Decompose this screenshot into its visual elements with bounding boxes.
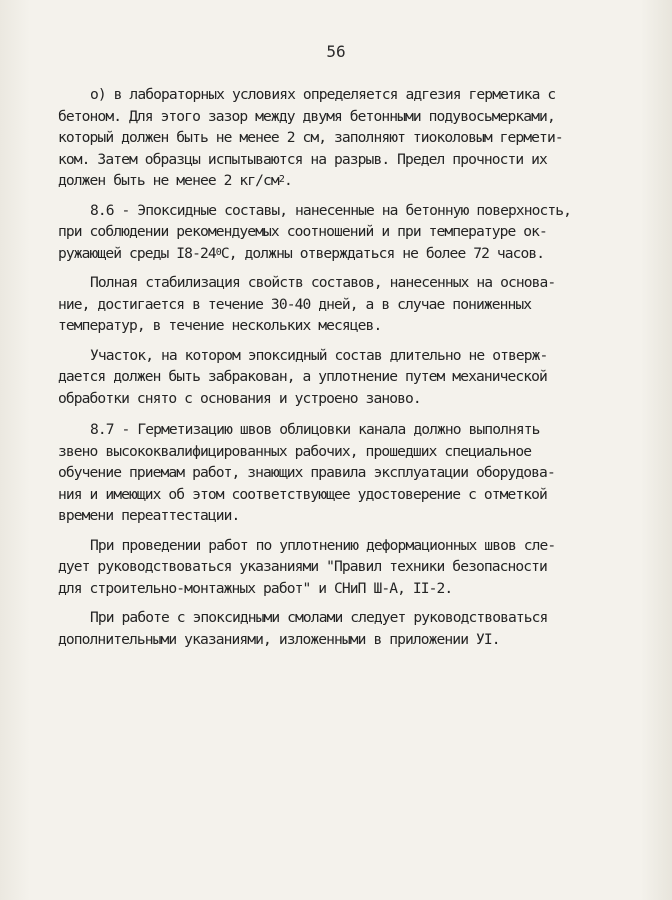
paragraph-adhesion-test (58, 84, 628, 192)
text-line: звено высококвалифицированных рабочих, прошедших специальное (58, 442, 532, 460)
paragraph-safety-rules (58, 535, 628, 600)
paragraph-8-6 (58, 200, 628, 265)
text-line: дует руководствоваться указаниями "Правил техники безопасности (58, 558, 547, 575)
text-line: который должен быть не менее 2 см, заполняют тиоколовым гермети- (58, 129, 563, 146)
text-line: дается должен быть забракован, а уплотнение путем механической (58, 368, 547, 385)
text-fragment: C, должны отверждаться не более 72 часов. (220, 244, 545, 262)
paragraph-8-7 (58, 419, 628, 527)
text-line: обучение приемам работ, знающих правила эксплуатации оборудова- (58, 464, 555, 481)
text-line: Полная стабилизация свойств составов, нанесенных на основа- (90, 274, 556, 291)
text-line: при соблюдении рекомендуемых соотношений и при температуре ок- (58, 223, 547, 240)
text-line: времени переаттестации. (58, 507, 240, 524)
text-fragment: ружающей среды I8-24 (58, 244, 216, 262)
text-line: о) в лабораторных условиях определяется адгезия герметика с (90, 86, 556, 103)
text-fragment: . (283, 172, 292, 189)
superscript: 0 (215, 246, 221, 258)
paragraph-rejection (58, 345, 628, 410)
text-line: ния и имеющих об этом соответствующее удостоверение с отметкой (58, 485, 547, 503)
text-line (58, 170, 628, 192)
text-fragment: должен быть не менее 2 кг/см (58, 172, 279, 189)
superscript: 2 (278, 174, 284, 185)
text-line: температур, в течение нескольких месяцев. (58, 317, 382, 334)
text-line: дополнительными указаниями, изложенными в приложении УI. (58, 630, 500, 648)
text-line (58, 243, 628, 265)
page-number: 56 (326, 42, 346, 61)
text-line: При проведении работ по уплотнению деформационных швов сле- (90, 536, 556, 554)
paragraph-stabilization (58, 272, 628, 337)
text-line: бетоном. Для этого зазор между двумя бетонными подувосьмерками, (58, 107, 555, 125)
text-line: для строительно-монтажных работ" и СНиП Ш-А, II-2. (58, 579, 453, 597)
document-body (58, 84, 628, 658)
text-line: ние, достигается в течение 30-40 дней, а в случае пониженных (58, 295, 532, 313)
text-line: 8.6 - Эпоксидные составы, нанесенные на бетонную поверхность, (90, 201, 572, 219)
text-line: ком. Затем образцы испытываются на разрыв. Предел прочности их (58, 150, 547, 168)
text-line: 8.7 - Герметизацию швов облицовки канала должно выполнять (90, 421, 540, 438)
text-line: При работе с эпоксидными смолами следует руководствоваться (90, 609, 548, 626)
text-line: Участок, на котором эпоксидный состав длительно не отверж- (90, 346, 548, 364)
paragraph-epoxy-resins (58, 607, 628, 650)
text-line: обработки снято с основания и устроено заново. (58, 389, 421, 407)
